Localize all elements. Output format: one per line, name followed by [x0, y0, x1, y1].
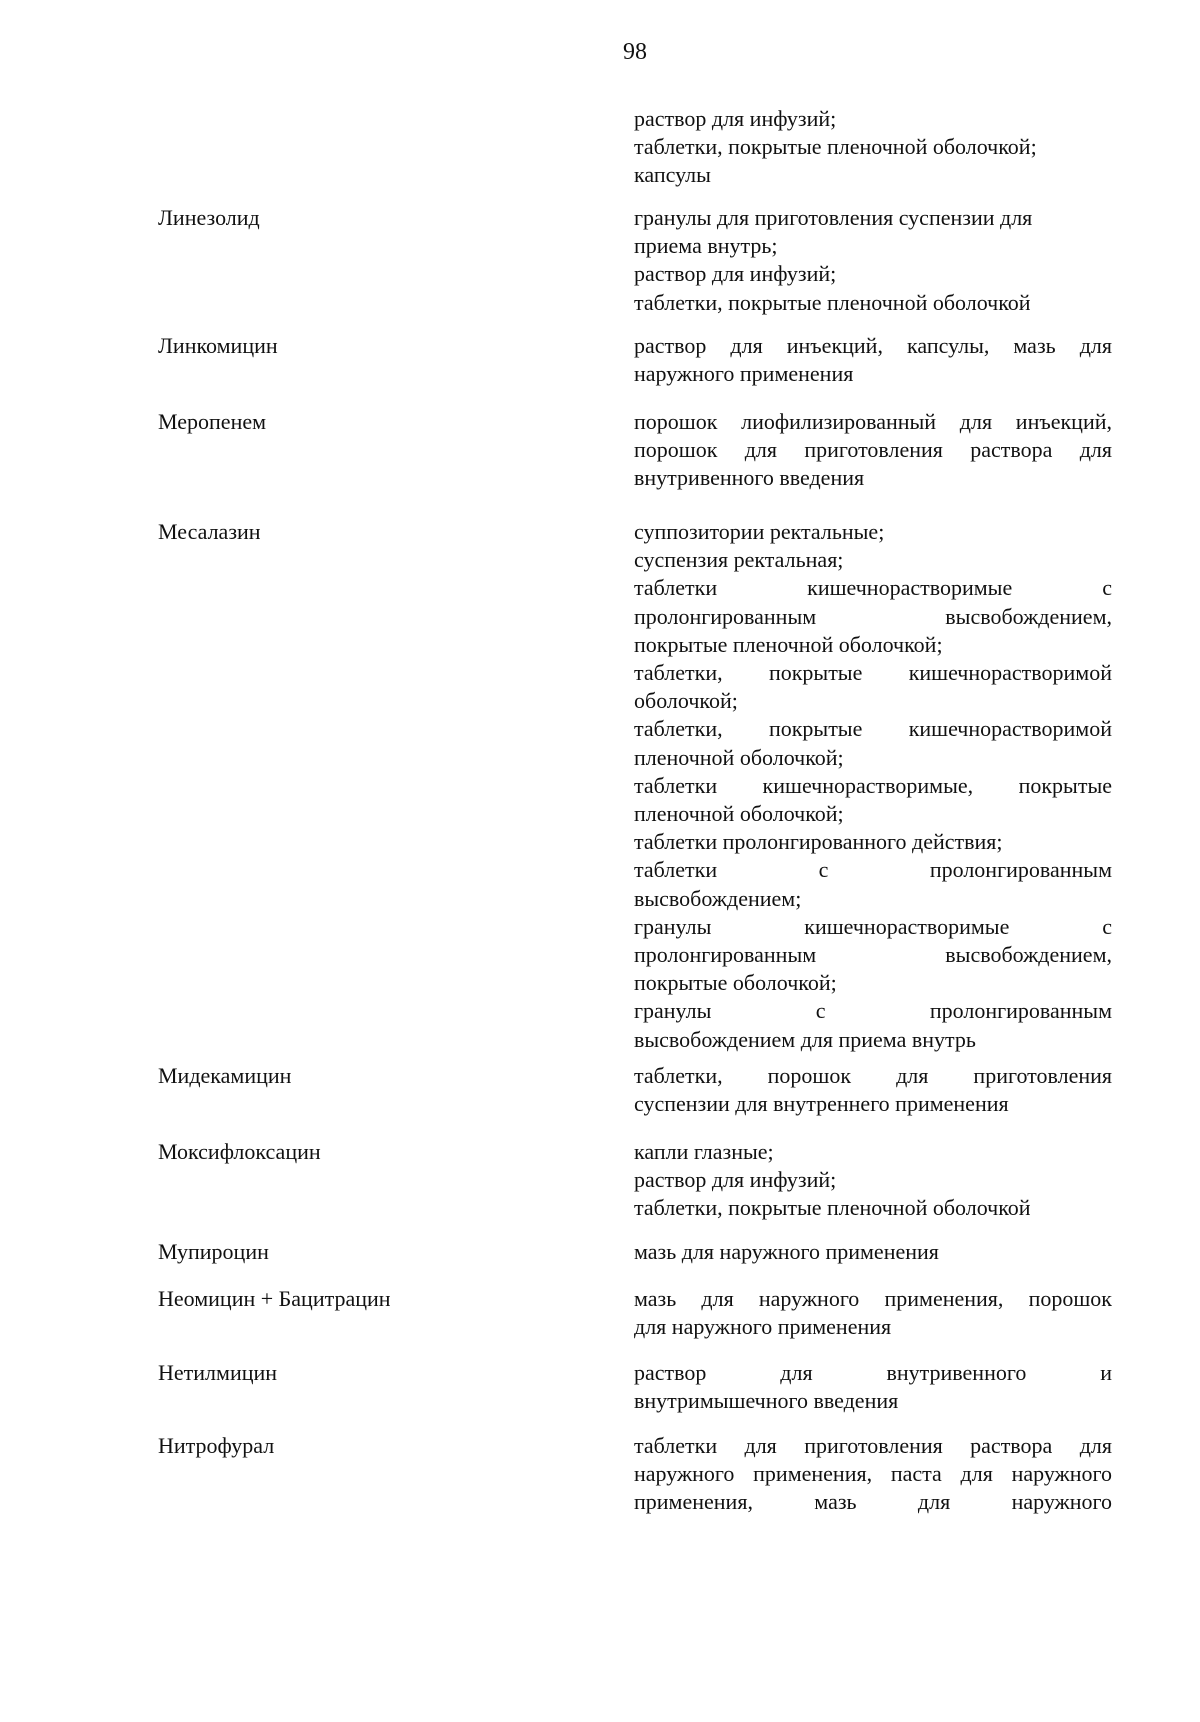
dosage-form-line: наружного применения — [634, 361, 854, 387]
dosage-form-line: таблетки, покрытые пленочной оболочкой — [634, 289, 1031, 315]
dosage-form-line: оболочкой; — [634, 688, 738, 714]
dosage-form-line: пролонгированным высвобождением, — [634, 603, 1112, 629]
drug-name: Нетилмицин — [158, 1360, 278, 1385]
dosage-form-line: пролонгированным высвобождением, — [634, 942, 1112, 968]
dosage-forms — [634, 1432, 1112, 1517]
dosage-form-line: внутримышечного введения — [634, 1388, 899, 1414]
dosage-form-line: таблетки для приготовления раствора для — [634, 1433, 1112, 1458]
dosage-form-line: порошок для приготовления раствора для — [634, 437, 1112, 463]
drug-name: Неомицин + Бацитрацин — [158, 1286, 391, 1311]
dosage-form-line: внутривенного введения — [634, 465, 865, 491]
dosage-forms — [634, 1062, 1112, 1118]
drug-name: Месалазин — [158, 519, 261, 544]
dosage-form-line: таблетки, покрытые кишечнорастворимой — [634, 716, 1112, 742]
dosage-form-line: таблетки, покрытые пленочной оболочкой — [634, 1195, 1031, 1221]
dosage-form-line: порошок лиофилизированный для инъекций, — [634, 409, 1112, 434]
dosage-form-line: гранулы с пролонгированным — [634, 998, 1112, 1024]
dosage-form-line: покрытые пленочной оболочкой; — [634, 631, 943, 657]
dosage-form-line: раствор для инфузий; — [634, 106, 837, 131]
dosage-form-line: гранулы для приготовления суспензии для — [634, 205, 1033, 230]
dosage-forms — [634, 204, 1112, 317]
drug-name: Моксифлоксацин — [158, 1139, 321, 1164]
dosage-form-line: таблетки, покрытые кишечнорастворимой — [634, 660, 1112, 686]
page-number: 98 — [623, 39, 647, 65]
dosage-form-line: покрытые оболочкой; — [634, 970, 837, 996]
dosage-form-line: таблетки с пролонгированным — [634, 857, 1112, 883]
dosage-form-line: высвобождением для приема внутрь — [634, 1026, 976, 1052]
dosage-form-line: капли глазные; — [634, 1139, 774, 1164]
drug-name: Нитрофурал — [158, 1433, 275, 1458]
drug-name: Линезолид — [158, 205, 260, 230]
dosage-form-line: применения, мазь для наружного — [634, 1489, 1112, 1515]
dosage-form-line: раствор для инъекций, капсулы, мазь для — [634, 333, 1112, 358]
dosage-forms — [634, 1138, 1112, 1223]
dosage-form-line: раствор для инфузий; — [634, 261, 837, 287]
dosage-form-line: таблетки, порошок для приготовления — [634, 1063, 1112, 1088]
dosage-form-line: таблетки кишечнорастворимые, покрытые — [634, 772, 1112, 798]
dosage-form-line: пленочной оболочкой; — [634, 801, 844, 827]
drug-name: Меропенем — [158, 409, 267, 434]
dosage-forms — [634, 1238, 1112, 1266]
dosage-forms — [634, 408, 1112, 493]
dosage-form-line: мазь для наружного применения — [634, 1239, 939, 1264]
dosage-form-line: таблетки пролонгированного действия; — [634, 829, 1003, 855]
drug-name: Линкомицин — [158, 333, 278, 358]
dosage-forms — [634, 518, 1112, 1054]
dosage-form-line: таблетки кишечнорастворимые с — [634, 575, 1112, 601]
dosage-form-line: приема внутрь; — [634, 233, 778, 259]
dosage-form-line: для наружного применения — [634, 1314, 892, 1340]
dosage-form-line: пленочной оболочкой; — [634, 744, 844, 770]
dosage-form-line: наружного применения, паста для наружного — [634, 1461, 1112, 1487]
dosage-form-line: суппозитории ректальные; — [634, 519, 885, 544]
dosage-form-line: раствор для внутривенного и — [634, 1360, 1112, 1385]
dosage-forms — [634, 332, 1112, 388]
dosage-form-line: суспензия ректальная; — [634, 547, 844, 573]
dosage-form-line: таблетки, покрытые пленочной оболочкой; — [634, 134, 1037, 160]
drug-name: Мидекамицин — [158, 1063, 292, 1088]
dosage-form-line: суспензии для внутреннего применения — [634, 1091, 1009, 1117]
dosage-form-line: раствор для инфузий; — [634, 1167, 837, 1193]
dosage-forms — [634, 1285, 1112, 1341]
dosage-form-line: мазь для наружного применения, порошок — [634, 1286, 1112, 1311]
dosage-forms — [634, 105, 1112, 190]
drug-name: Мупироцин — [158, 1239, 269, 1264]
dosage-form-line: гранулы кишечнорастворимые с — [634, 913, 1112, 939]
dosage-form-line: высвобождением; — [634, 885, 802, 911]
dosage-forms — [634, 1359, 1112, 1415]
dosage-form-line: капсулы — [634, 162, 711, 188]
